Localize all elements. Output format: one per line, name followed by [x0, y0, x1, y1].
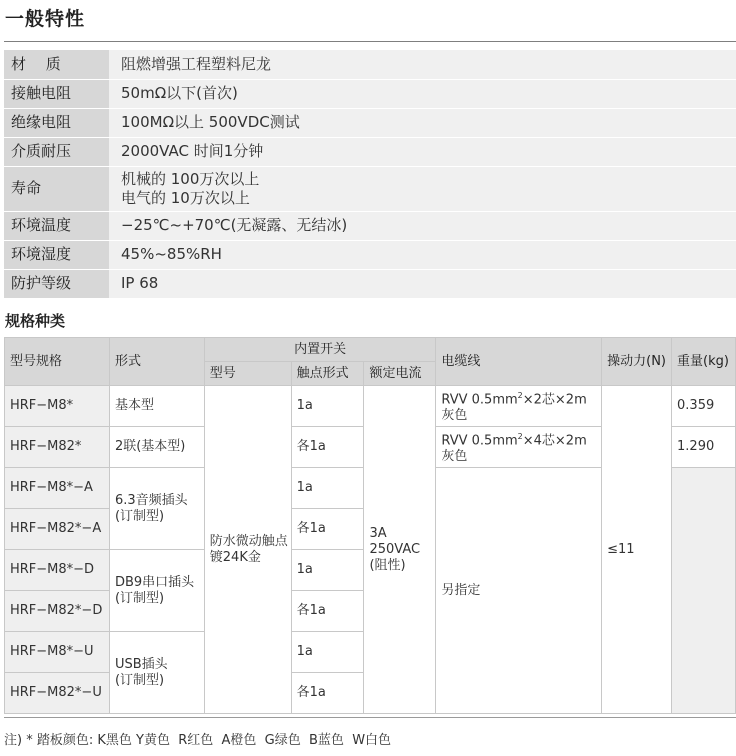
rated-line: 3A	[369, 525, 387, 541]
form-line: 6.3音频插头	[114, 492, 188, 508]
weight-cell: 0.359	[672, 386, 736, 427]
cable-cell: 另指定	[436, 468, 602, 714]
spec-key: 介质耐压	[4, 137, 109, 166]
rated-line: 250VAC	[369, 541, 421, 557]
header-rated: 额定电流	[364, 362, 436, 386]
spec-value: 阻燃增强工程塑料尼龙	[109, 50, 736, 79]
weight-cell-empty	[672, 468, 736, 714]
spec-key: 防护等级	[4, 269, 109, 298]
cable-text: ×2芯×2m	[522, 392, 587, 408]
switch-model-line: 防水微动触点	[209, 533, 288, 549]
model-cell: HRF−M82*−A	[5, 509, 110, 550]
form-line: DB9串口插头	[114, 574, 195, 590]
spec-value-line: 机械的 100万次以上	[121, 169, 260, 188]
spec-value: IP 68	[109, 269, 736, 298]
contact-cell: 1a	[291, 386, 364, 427]
cable-line	[441, 388, 601, 408]
spec-row	[4, 50, 736, 79]
spec-row	[4, 211, 736, 240]
rated-cell	[364, 386, 436, 714]
types-table	[4, 337, 736, 714]
header-cable: 电缆线	[436, 338, 602, 386]
cable-line	[441, 429, 601, 449]
model-cell: HRF−M82*−U	[5, 673, 110, 714]
spec-value-line: 电气的 10万次以上	[121, 188, 250, 207]
cable-cell	[436, 386, 602, 427]
contact-cell: 各1a	[291, 673, 364, 714]
model-cell: HRF−M8*−D	[5, 550, 110, 591]
spec-key: 环境湿度	[4, 240, 109, 269]
model-cell: HRF−M8*	[5, 386, 110, 427]
form-line: USB插头	[114, 656, 168, 672]
general-spec-table	[4, 50, 736, 299]
cable-cell	[436, 427, 602, 468]
spec-key: 寿命	[4, 166, 109, 211]
cable-sup: 2	[517, 431, 523, 441]
spec-row	[4, 79, 736, 108]
form-cell: 2联(基本型)	[109, 427, 204, 468]
header-contact: 触点形式	[291, 362, 364, 386]
divider	[4, 717, 736, 718]
force-cell: ≤11	[602, 386, 672, 714]
divider	[4, 41, 736, 42]
model-cell: HRF−M8*−U	[5, 632, 110, 673]
form-cell	[109, 468, 204, 550]
cable-text: RVV 0.5mm	[441, 433, 518, 449]
spec-key: 材 质	[4, 50, 109, 79]
contact-cell: 1a	[291, 468, 364, 509]
form-line: (订制型)	[114, 508, 165, 524]
weight-cell: 1.290	[672, 427, 736, 468]
rated-line: (阻性)	[369, 557, 406, 573]
header-switch-model: 型号	[204, 362, 291, 386]
form-cell	[109, 632, 204, 714]
spec-value: 45%~85%RH	[109, 240, 736, 269]
model-cell: HRF−M8*−A	[5, 468, 110, 509]
table-row	[5, 386, 736, 427]
spec-row	[4, 269, 736, 298]
spec-value	[109, 166, 736, 211]
spec-value: 50mΩ以下(首次)	[109, 79, 736, 108]
form-line: (订制型)	[114, 590, 165, 606]
switch-model-cell	[204, 386, 291, 714]
cable-sup: 2	[517, 390, 523, 400]
spec-row	[4, 240, 736, 269]
cable-text: ×4芯×2m	[522, 433, 587, 449]
footnote-text: 注) * 踏板颜色: K黑色 Y黄色 R红色 A橙色 G绿色 B蓝色 W白色	[4, 733, 392, 748]
header-force: 操动力(N)	[602, 338, 672, 386]
cable-text: RVV 0.5mm	[441, 392, 518, 408]
spec-row	[4, 166, 736, 211]
spec-value: 2000VAC 时间1分钟	[109, 137, 736, 166]
types-title: 规格种类	[5, 312, 66, 330]
model-cell: HRF−M82*−D	[5, 591, 110, 632]
contact-cell: 1a	[291, 550, 364, 591]
header-switch: 内置开关	[204, 338, 436, 362]
spec-row	[4, 108, 736, 137]
header-weight: 重量(kg)	[672, 338, 736, 386]
spec-value: 100MΩ以上 500VDC测试	[109, 108, 736, 137]
cable-line: 灰色	[441, 408, 468, 424]
contact-cell: 各1a	[291, 591, 364, 632]
spec-key: 绝缘电阻	[4, 108, 109, 137]
spec-key: 环境温度	[4, 211, 109, 240]
spec-value: −25℃~+70℃(无凝露、无结冰)	[109, 211, 736, 240]
form-cell	[109, 550, 204, 632]
header-form: 形式	[109, 338, 204, 386]
model-cell: HRF−M82*	[5, 427, 110, 468]
footnote	[4, 729, 391, 748]
contact-cell: 1a	[291, 632, 364, 673]
header-model: 型号规格	[5, 338, 110, 386]
form-cell: 基本型	[109, 386, 204, 427]
contact-cell: 各1a	[291, 427, 364, 468]
spec-key: 接触电阻	[4, 79, 109, 108]
switch-model-line: 镀24K金	[209, 549, 261, 565]
spec-row	[4, 137, 736, 166]
form-line: (订制型)	[114, 672, 165, 688]
cable-line: 灰色	[441, 449, 468, 465]
header-row	[5, 338, 736, 362]
general-title: 一般特性	[5, 8, 86, 30]
contact-cell: 各1a	[291, 509, 364, 550]
